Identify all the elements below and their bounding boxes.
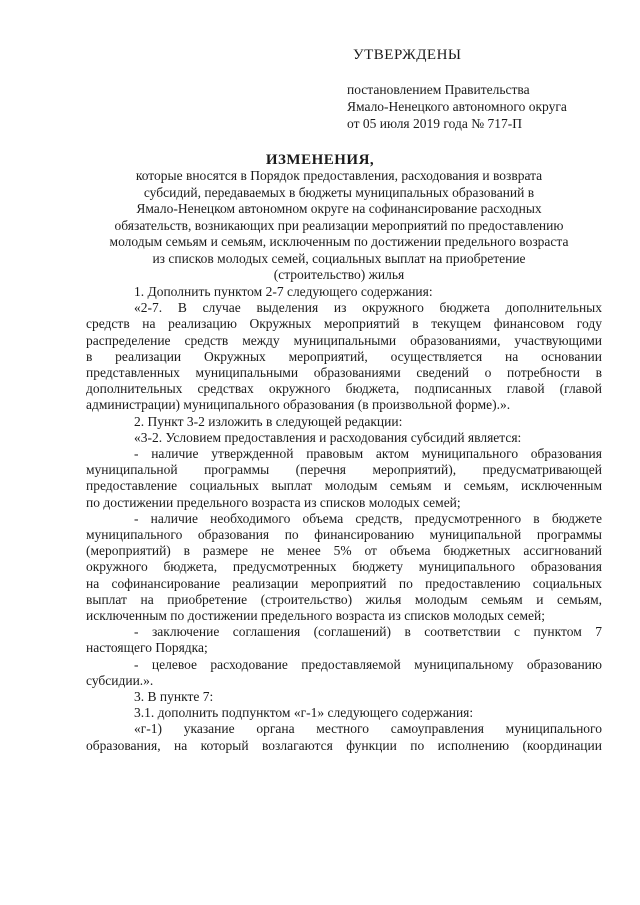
paragraph-line: муниципального образования по финансированию муниципальной программы — [86, 527, 602, 543]
subtitle-line: (строительство) жилья — [273, 267, 405, 282]
paragraph-line: - наличие утвержденной правовым актом муниципального образования — [134, 446, 602, 462]
approval-line: от 05 июля 2019 года № 717-П — [347, 116, 522, 131]
approval-heading: УТВЕРЖДЕНЫ — [353, 47, 462, 63]
subtitle-line: обязательств, возникающих при реализации мероприятий по предоставлению — [114, 217, 564, 233]
paragraph-line: администрации) муниципального образования (в произвольной форме).». — [86, 397, 511, 413]
subtitle-line: субсидий, передаваемых в бюджеты муниципальных образований в — [143, 184, 535, 200]
paragraph-line: - наличие необходимого объема средств, предусмотренного в бюджете — [134, 510, 602, 526]
subtitle-line: Ямало-Ненецком автономном округе на софинансирование расходных — [136, 201, 542, 216]
document-body — [86, 284, 602, 754]
paragraph-line: - целевое расходование предоставляемой муниципальному образованию — [134, 656, 602, 672]
paragraph-line: предоставление социальных выплат молодым семьям и семьям, исключенным — [86, 478, 602, 494]
paragraph-line: 2. Пункт 3-2 изложить в следующей редакции: — [134, 413, 403, 429]
paragraph-line: «2-7. В случае выделения из окружного бюджета дополнительных — [134, 300, 602, 316]
paragraph-line: исключенным по достижении предельного возраста из списков молодых семей; — [86, 608, 545, 624]
paragraph-line: в реализации Окружных мероприятий, осуществляется на основании — [86, 348, 602, 364]
paragraph-line: представленных муниципальными образованиями сведений о потребности в — [86, 365, 602, 381]
document-title: ИЗМЕНЕНИЯ, — [265, 152, 375, 168]
paragraph-line: (мероприятий) в размере не менее 5% от объема бюджетных ассигнований — [86, 543, 602, 559]
approval-block — [347, 81, 567, 132]
paragraph-line: дополнительных средствах окружного бюджета, подписанных главой (главой — [86, 381, 602, 397]
paragraph-line: «3-2. Условием предоставления и расходования субсидий является: — [134, 429, 522, 445]
document-subtitle — [60, 168, 618, 284]
approval-line: постановлением Правительства — [347, 82, 530, 97]
paragraph-line: выплат на приобретение (строительство) жилья молодым семьям и семьям, — [86, 591, 602, 607]
paragraph-line: «г-1) указание органа местного самоуправления муниципального — [134, 721, 602, 737]
paragraph-line: средств на реализацию Окружных мероприятий в текущем финансовом году — [86, 316, 602, 332]
paragraph-line: настоящего Порядка; — [86, 640, 208, 656]
paragraph-line: - заключение соглашения (соглашений) в соответствии с пунктом 7 — [134, 624, 602, 640]
paragraph-line: по достижении предельного возраста из списков молодых семей; — [86, 494, 461, 510]
paragraph-line: на софинансирование реализации мероприятий по предоставлению социальных — [86, 575, 602, 591]
paragraph-line: 1. Дополнить пунктом 2-7 следующего содержания: — [134, 284, 433, 299]
paragraph-line: 3. В пункте 7: — [134, 689, 214, 705]
paragraph-line: муниципальной программы (перечня мероприятий), предусматривающей — [86, 462, 602, 478]
paragraph-line: 3.1. дополнить подпунктом «г-1» следующего содержания: — [134, 705, 474, 721]
subtitle-line: молодым семьям и семьям, исключенным по достижении предельного возраста — [109, 234, 569, 249]
paragraph-line: окружного бюджета, предусмотренных бюджету муниципального образования — [86, 559, 602, 575]
paragraph-line: образования, на который возлагаются функции по исполнению (координации — [86, 737, 602, 753]
paragraph-line: субсидии.». — [86, 672, 154, 688]
subtitle-line: которые вносятся в Порядок предоставления, расходования и возврата — [135, 168, 543, 183]
subtitle-line: из списков молодых семей, социальных выплат на приобретение — [152, 250, 526, 266]
paragraph-line: распределение средств между муниципальными образованиями, участвующими — [86, 332, 602, 348]
approval-line: Ямало-Ненецкого автономного округа — [347, 99, 567, 114]
